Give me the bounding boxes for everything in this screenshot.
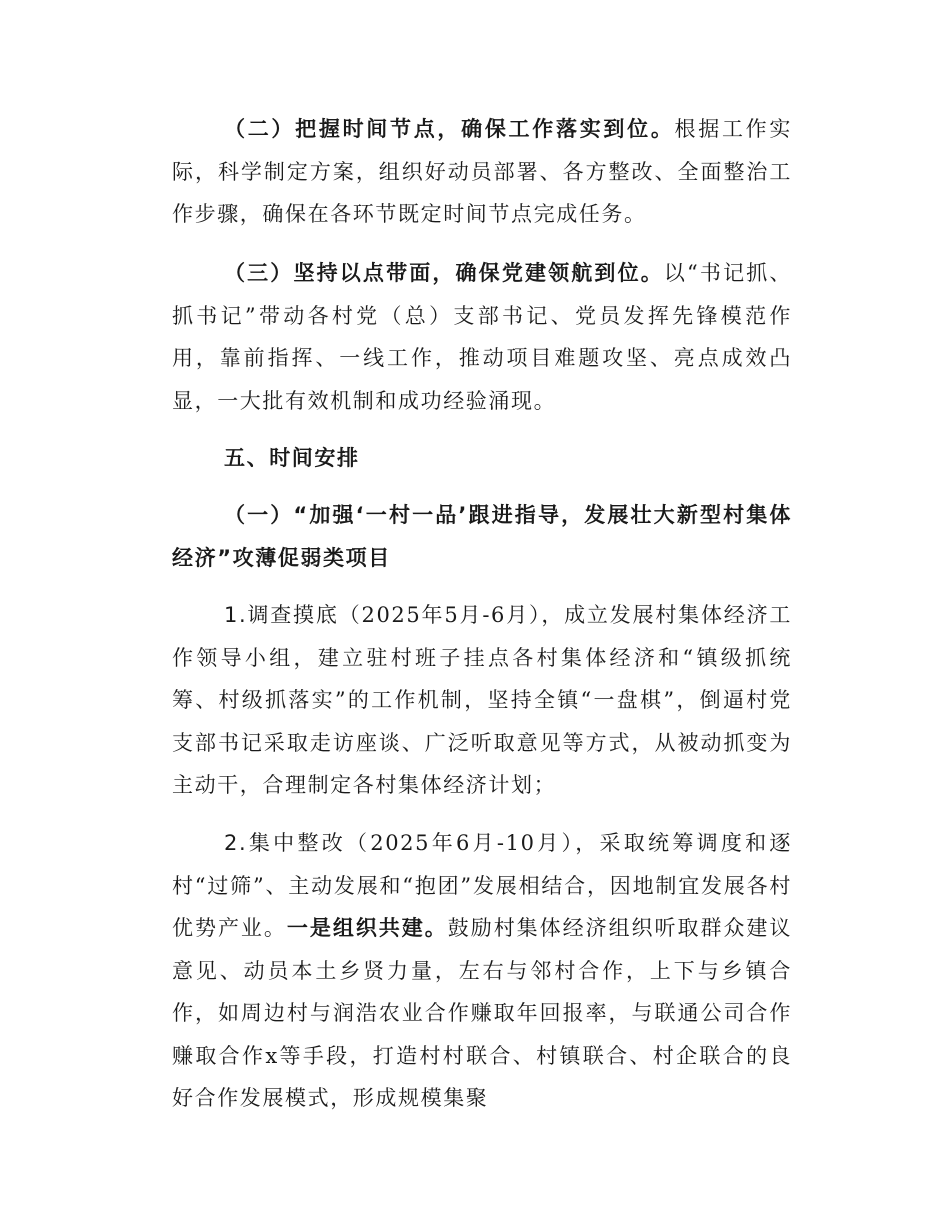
paragraph-rectification <box>172 822 792 1120</box>
paragraph-body: 鼓励村集体经济组织听取群众建议意见、动员本土乡贤力量，左右与邻村合作，上下与乡镇合作，如周边村与润浩农业合作赚取年回报率，与联通公司合作赚取合作x等手段，打造村村联合、村镇联合、村企联合的良好合作发展模式，形成规模集聚 <box>172 916 793 1110</box>
paragraph-party-building <box>172 252 792 422</box>
paragraph-body: 以“书记抓、抓书记”带动各村党（总）支部书记、党员发挥先锋模范作用，靠前指挥、一线工作，推动项目难题攻坚、亮点成效凸显，一大批有效机制和成功经验涌现。 <box>172 261 792 413</box>
paragraph-lead-label: 1.调查摸底 <box>224 603 339 627</box>
paragraph-body: （2025年5月-6月），成立发展村集体经济工作领导小组，建立驻村班子挂点各村集体经济和“镇级抓统筹、村级抓落实”的工作机制，坚持全镇“一盘棋”，倒逼村党支部书记采取走访座谈、广泛听取意见等方式，从被动抓变为主动干，合理制定各村集体经济计划； <box>172 603 793 797</box>
paragraph-body: （2025年6月-10月），采取统筹调度和逐村“过筛”、主动发展和“抱团”发展相结合，因地制宜发展各村优势产业。 <box>172 831 792 940</box>
section-title: 五、时间安排 <box>224 446 360 470</box>
paragraph-lead-heading: （二）把握时间节点，确保工作落实到位。 <box>224 117 675 141</box>
sub-heading: （一）“加强‘一村一品’跟进指导，发展壮大新型村集体经济”攻薄促弱类项目 <box>172 503 792 570</box>
paragraph-time-nodes <box>172 108 792 236</box>
paragraph-survey <box>172 594 792 807</box>
paragraph-lead-heading: （三）坚持以点带面，确保党建领航到位。 <box>224 261 664 285</box>
paragraph-body: 根据工作实际，科学制定方案，组织好动员部署、各方整改、全面整治工作步骤，确保在各环节既定时间节点完成任务。 <box>172 117 792 226</box>
paragraph-lead-label: 2.集中整改 <box>224 831 346 855</box>
paragraph-emphasis: 一是组织共建。 <box>286 916 448 940</box>
